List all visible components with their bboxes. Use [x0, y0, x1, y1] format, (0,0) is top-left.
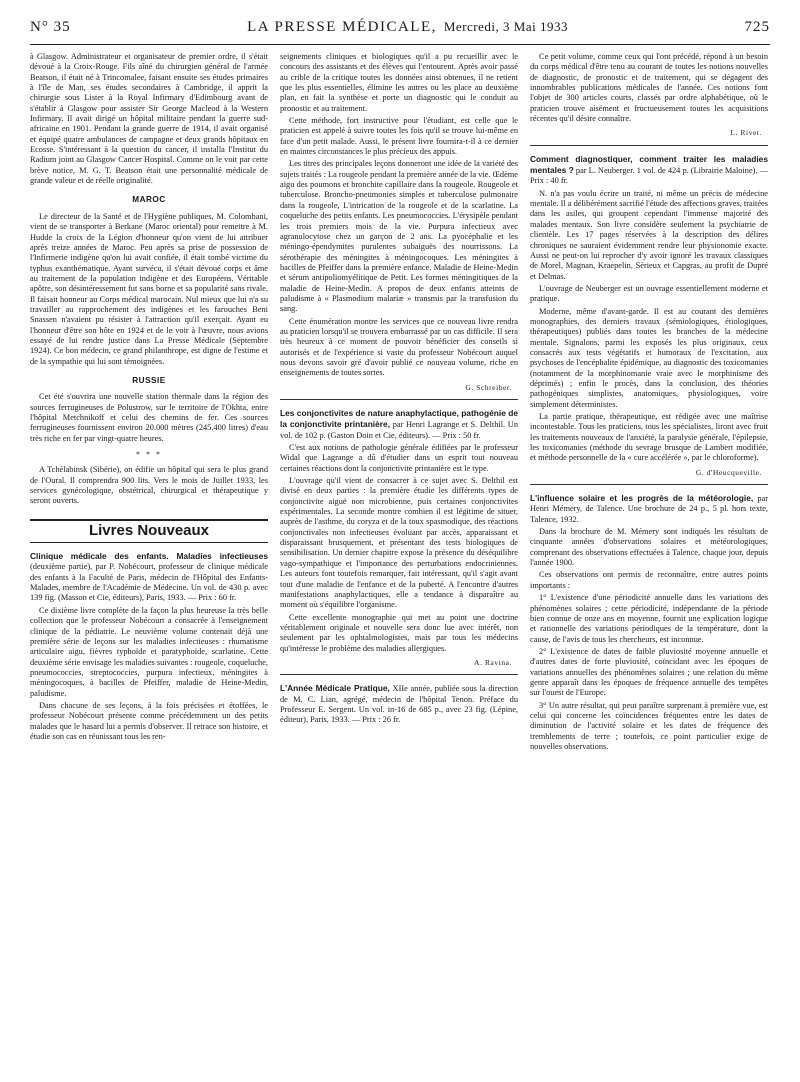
running-title [71, 19, 745, 36]
review-1-paragraph-5: Les titres des principales leçons donneront une idée de la variété des sujets traités : La rougeole pendant la première année de la vie. Œdème aigu des poumons et bronchite capillaire dans la rougeole. Rougeole et tuberculose. Broncho-pneumonies simples et tuberculose pulmonaire dans la rougeole, L'intrication de la rougeole et de la scarlatine. La coqueluche des petits enfants. Les pneumococcies. L'érysipèle pendant les trois premiers mois de la vie. Purpura infectieux avec agranulocytose chez un garçon de 2 ans. La pyocéphalie et les méningo-épendymites purulentes subaiguës des nourrissons. La sérothérapie des méningites à méningocoques. Les méningites à bacilles de Pfeiffer dans la première enfance. Maladie de Heine-Medin et sérum antipoliomyélitique de Petit. Les formes méningitiques de la maladie de Heine-Medin. A propos de deux enfants atteints de paludisme à « Plasmodium malariæ » transmis par la transfusion du sang. [280, 159, 518, 314]
review-3-entry [280, 683, 518, 725]
review-1-paragraph-6: Cette énumération montre les services que ce nouveau livre rendra au praticien lorsqu'il se trouvera embarrassé par un cas difficile. Il sera très heureux à ce moment de pouvoir bénéficier des conseils si autorisés et de l'expérience si vaste du professeur Nobécourt auquel nous devons savoir gré d'avoir publié ce nouveau volume, riche en enseignements de toutes sortes. [280, 316, 518, 378]
column-2 [280, 52, 518, 1072]
review-3-paragraph-1: Ce petit volume, comme ceux qui l'ont précédé, répond à un besoin du corps médical d'être tenu au courant de toutes les notions nouvelles de diagnostic, de pronostic et de traitement, qui se dégagent des innombrables publications médicales de l'année. Ces notions font l'objet de 300 articles courts, classés par ordre alphabétique, où le praticien trouve aisément et fructueusement toutes les acquisitions récentes qu'il désire connaître. [530, 52, 768, 124]
review-4-paragraph-1: N. n'a pas voulu écrire un traité, ni même un précis de médecine mentale. Il a délibérément sacrifié l'étude des affections graves, traitées dans les asiles, qui groupent cependant l'immense majorité des malades mentaux. Son livre considère seulement la psychiatrie de clientèle. Les 17 pages réservées à la description des délires chroniques ne sauraient évidemment rendre leur physionomie exacte. Aussi ne peut-on lui reprocher d'y avoir ignoré les travaux classiques de Morel, Magnan, Kraepelin, Sérieux et Capgras, au profit de Dupré et Delmas. [530, 188, 768, 281]
review-4-entry [530, 154, 768, 187]
review-5-title: L'influence solaire et les progrès de la météorologie, [530, 493, 754, 504]
page-header [30, 10, 770, 45]
review-5-reference: par Henri Mémery, de Talence. Une brochure de 24 p., 5 pl. hors texte, Talence, 1932. [530, 494, 768, 524]
review-1-paragraph-4: Cette méthode, fort instructive pour l'étudiant, est celle que le praticien est appelé à suivre toutes les fois qu'il se trouve lui-même en face d'un petit malade. Aussi, le présent livre fournira-t-il à ce dernier en maintes circonstances le plus précieux des appuis. [280, 116, 518, 157]
review-2-paragraph-1: C'est aux notions de pathologie générale édifiées par le professeur Widal que Lagrange a dû d'étudier dans un esprit tout nouveau certaines réactions dont la conjonctivite printanière est le type. [280, 443, 518, 473]
divider [280, 674, 518, 675]
section-heading-russie: RUSSIE [132, 375, 166, 385]
review-1-entry [30, 551, 268, 604]
column-1 [30, 52, 268, 1072]
review-3-title: L'Année Médicale Pratique, [280, 683, 390, 694]
review-5-paragraph-2: Ces observations ont permis de reconnaître, entre autres points importants : [530, 570, 768, 590]
review-2-paragraph-3: Cette excellente monographie qui met au point une doctrine véritablement originale et nouvelle sera donc lue avec intérêt, non seulement par les ophtalmologistes, mais par tous les médecins qu'intéresse le problème des maladies allergiques. [280, 612, 518, 653]
review-5-paragraph-4: 2° L'existence de dates de faible pluviosité moyenne annuelle et d'autres dates de forte pluviosité, coïncidant avec les époques de variations annuelles des phénomènes solaires ; une relation du même genre apparaît dans les époques de fréquence annuelle des tempêtes sur l'ouest de l'Europe. [530, 646, 768, 698]
review-5-paragraph-5: 3° Un autre résultat, qui peut paraître surprenant à première vue, est celui qui concerne les coïncidences fréquentes entre les dates de diminution de l'activité solaire et les dates de fréquence des tremblements de terre ; toutefois, ce point particulier exige de nouvelles observations. [530, 700, 768, 751]
obituary-paragraph: à Glasgow. Administrateur et organisateur de premier ordre, il s'était dévoué à la Croix-Rouge. Fils aîné du chirurgien général de l'armée Beatson, il était né à Trincomalee, faisant ensuite ses études primaires à l'île de Man, ses études secondaires à Cambridge, il apprit la chirurgie sous Lister à la Royal Infirmary d'Edimbourg avant de s'établir à Glasgow pour assister Sir George Macleod à la Western Infirmary. Il avait dirigé un hôpital militaire pendant la guerre sud-africaine en 1901. Pendant la grande guerre de 1914, il avait organisé et équipé quatre ambulances de campagne et deux grands hôpitaux en Ecosse. S'intéressant à la question du cancer, il installa l'Institut du Radium joint au Glasgow Cancer Hospital. Comme on le voit par cette brève notice, M. G. T. Beatson était une personnalité médicale de grande valeur et de réelle originalité. [30, 52, 268, 186]
review-2-title: Les conjonctivites de nature anaphylactique, pathogénie de la conjonctivite printanière, [280, 408, 518, 430]
russie-paragraph-2: A Tchélabinsk (Sibérie), on édifie un hôpital qui sera le plus grand de l'Oural. Il comprendra 900 lits. Vers le mois de Juillet 1933, les services gynécologique, obstétrical, chirurgical et thérapeutique y seront ouverts. [30, 465, 268, 506]
column-3 [530, 52, 768, 1072]
review-4-paragraph-2: L'ouvrage de Neuberger est un ouvrage essentiellement moderne et pratique. [530, 283, 768, 304]
review-4-reference: par L. Neuberger. 1 vol. de 424 p. (Librairie Maloine). — Prix : 40 fr. [530, 166, 768, 186]
section-heading-maroc: MAROC [132, 195, 166, 205]
review-1-paragraph-1: Ce dixième livre complète de la façon la plus heureuse la très belle collection que le professeur Nobécourt a consacrée à l'enseignement clinique de la pédiatrie. Le neuvième volume contenait déjà une première série de leçons sur les maladies infectieuses : rhumatisme articulaire aigu, fièvres typhoïde et paratyphoïde, scarlatine. Cette deuxième série envisage les maladies suivantes : rougeole, coqueluche, pneumococcies, streptococcies, purpura infectieux, méningites à méningocoques, à bacilles de Pfeiffer, maladie de Heine-Medin, paludisme. [30, 605, 268, 698]
review-2-paragraph-2: L'ouvrage qu'il vient de consacrer à ce sujet avec S. Delthil est divisé en deux parties : la première étudie les différents types de conjonctivite aiguë non microbienne, puis certaines conjonctivites expérimentales. La seconde montre combien il est légitime de situer, auprès de l'asthme, du coryza et de la toux spasmodique, des réactions conjonctivales non infectieuses évoluant par accès, apparaissant et disparaissant brusquement, et présentant des tests biologiques de sensibilisation. Un dernier chapitre expose la présence du déséquilibre vago-sympathique et l'importance des perturbations endocriniennes. Les auteurs font toutefois remarquer, fait intéressant, qu'il s'agit avant tout d'une maladie de l'enfance et de la puberté. A l'encontre d'autres manifestations anaphylactiques, elle a tendance à disparaître au moment où s'équilibre l'organisme. [280, 476, 518, 610]
review-1-paragraph-3: seignements cliniques et biologiques qu'il a pu recueillir avec le concours des assistants et des élèves qui l'entourent. Après avoir passé au crible de la critique toutes les données ainsi obtenues, il ne retient que les plus essentielles, élimine les autres ou les place au deuxième plan, en fait la synthèse et porte un diagnostic qui le conduit au pronostic et au traitement. [280, 52, 518, 113]
review-1-title: Clinique médicale des enfants. Maladies infectieuses [30, 551, 268, 562]
review-5-paragraph-1: Dans la brochure de M. Mémery sont indiqués les résultats de cinquante années d'observations solaires et météorologiques, comprenant des observations effectuées à Talence, chaque jour, depuis l'année 1900. [530, 527, 768, 568]
review-3-reference: XIIe année, publiée sous la direction de M. C. Lian, agrégé, médecin de l'hôpital Tenon. Préface du Professeur E. Sergent. Un vol. in-16 de 685 p., avec 23 fig. (Lépine, éditeur), Paris, 1933. — Prix : 26 fr. [280, 684, 518, 725]
article-columns [30, 52, 772, 1072]
issue-date: Mercredi, 3 Mai 1933 [443, 18, 568, 34]
divider [530, 484, 768, 485]
russie-paragraph-1: Cet été s'ouvrira une nouvelle station thermale dans la région des sources ferrugineuses de Polustrow, sur le territoire de l'Okhta, entre l'hôpital Metchnikoff et celui des chemins de fer. Ces sources ferrugineuses fournissent environ 20.000 mètres (245.400 litres) d'eau très riche en fer par vingt-quatre heures. [30, 392, 268, 443]
journal-title: LA PRESSE MÉDICALE, [247, 18, 437, 35]
folio: 725 [744, 18, 770, 35]
review-1-reference: (deuxième partie), par P. Nobécourt, professeur de clinique médicale des enfants à la Faculté de Paris, médecin de l'Hôpital des Enfants-Malades, membre de l'Académie de Médecine. Un vol. de 430 p. avec 139 fig. (Masson et Cie, éditeurs), Paris, 1933. — Prix : 60 fr. [30, 562, 268, 603]
review-1-signature: G. Schreiber. [465, 382, 512, 392]
divider [280, 399, 518, 400]
review-4-title: Comment diagnostiquer, comment traiter les maladies mentales ? [530, 153, 768, 176]
asterism-separator: * * * [136, 450, 162, 460]
review-2-entry [280, 408, 518, 441]
review-5-entry [530, 493, 768, 525]
review-2-signature: A. Ravina. [474, 657, 512, 667]
review-4-signature: G. d'Heucqueville. [695, 467, 762, 477]
review-4-paragraph-3: Moderne, même d'avant-garde. Il est au courant des dernières monographies, des derniers travaux (sémiologiques, étiologiques, thérapeutiques) publiés dans toutes les branches de la médecine mentale. Signalons, parmi les exposés les plus originaux, ceux consacrés aux tests végétatifs et humoraux de l'excitation, aux psychoses de l'encéphalite épidémique, au diagnostic des toxicomanies (notamment de la morphinomanie vraie avec le morphinisme des déprimés) ; enfin le procès, dans la conclusion, des théories pathogéniques simplistes, anatomiques, physiologiques, voire simplement déterministes. [530, 306, 768, 409]
divider [530, 145, 768, 146]
review-4-paragraph-4: La partie pratique, thérapeutique, est rédigée avec une maîtrise incontestable. Tous les praticiens, tous les spécialistes, liront avec fruit les traitements nouveaux de l'anxiété, la paralysie générale, l'épilepsie, les toxicomanies (méthode du sevrage brusque de Lambert modifiée, et méthode personnelle de la « cure accélérée », par le chloroforme). [530, 412, 768, 463]
livres-nouveaux-heading: Livres Nouveaux [30, 519, 268, 543]
review-2-reference: par Henri Lagrange et S. Delthil. Un vol. de 102 p. (Gaston Doin et Cie, éditeurs). — Prix : 50 fr. [280, 420, 518, 440]
review-1-paragraph-2: Dans chacune de ses leçons, à la fois précisées et étoffées, le professeur Nobécourt présente comme précédemment un des petits malades que le hasard lui a permis d'observer. Il retrace son histoire, et étudie son cas en réunissant tous les ren- [30, 700, 268, 741]
review-3-signature: L. Rivet. [730, 128, 762, 138]
review-5-paragraph-3: 1° L'existence d'une périodicité annuelle dans les variations des phénomènes solaires ; cette périodicité, indépendante de la période bien connue de onze ans en moyenne, fournit une explication logique et rationnelle des variations périodiques de la température, dont la cause, de l'avis de tous les chercheurs, est inconnue. [530, 593, 768, 644]
maroc-paragraph: Le directeur de la Santé et de l'Hygiène publiques, M. Colombani, vient de se transporter à Berkane (Maroc oriental) pour remettre à M. Hudde la croix de la Légion d'honneur qu'on vient de lui attribuer après treize années de Maroc. Peu après sa prise de possession de l'Infirmerie indigène qu'on lui avait confiée, il était tombé victime du typhus exanthématique. Ayant survécu, il s'était dévoué corps et âme au traitement de la population indigène et des Européens. Véritable apôtre, son désintéressement fut sans borne et sa popularité sans rivale. Il faisait honneur au Corps médical marocain. Nul mieux que lui n'a su travailler au rapprochement des indigènes et les farouches Beni Snassen n'avaient pu résister à l'attraction qu'il exerçait. Ayant eu l'honneur d'être son hôte en 1924 et de le voir à l'œuvre, nous avions essayé de lui rendre justice dans La Presse Médicale (Septembre 1924). Ce bon médecin, ce grand philanthrope, est digne de l'estime et de la sympathie qui lui sont témoignées. [30, 211, 268, 366]
page-number: N° 35 [30, 18, 71, 35]
